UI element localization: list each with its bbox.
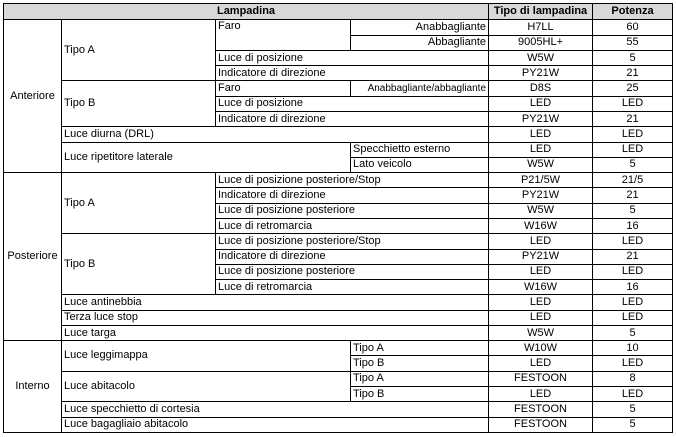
table-row bbox=[4, 142, 673, 157]
bulb-type: D8S bbox=[489, 81, 593, 96]
bulb-power: 5 bbox=[593, 50, 673, 65]
bulb-type: P21/5W bbox=[489, 173, 593, 188]
bulb-power: LED bbox=[593, 264, 673, 279]
cell-item: Luce antinebbia bbox=[62, 295, 489, 310]
cell-specchietto-esterno: Specchietto esterno bbox=[351, 142, 489, 157]
bulb-type: FESTOON bbox=[489, 402, 593, 417]
bulb-type: H7LL bbox=[489, 20, 593, 35]
bulb-type: LED bbox=[489, 295, 593, 310]
header-tipo-lampadina: Tipo di lampadina bbox=[489, 4, 593, 20]
cell-item: Luce di retromarcia bbox=[216, 218, 489, 233]
bulb-type: LED bbox=[489, 310, 593, 325]
bulb-power: 5 bbox=[593, 325, 673, 340]
cell-tipo: Tipo B bbox=[351, 387, 489, 402]
cell-item: Luce leggimappa bbox=[62, 341, 351, 372]
table-row bbox=[4, 20, 673, 35]
bulb-power: 25 bbox=[593, 81, 673, 96]
bulb-type: LED bbox=[489, 127, 593, 142]
cell-lato-veicolo: Lato veicolo bbox=[351, 157, 489, 172]
cell-item: Luce di posizione posteriore/Stop bbox=[216, 234, 489, 249]
cell-anabbagliante-abbagliante: Anabbagliante/abbagliante bbox=[351, 81, 489, 96]
table-row bbox=[4, 371, 673, 386]
cell-tipo: Tipo B bbox=[351, 356, 489, 371]
bulb-power: 5 bbox=[593, 417, 673, 432]
cell-faro: Faro bbox=[216, 20, 351, 51]
bulb-power: 21 bbox=[593, 188, 673, 203]
bulb-power: 10 bbox=[593, 341, 673, 356]
cell-item: Indicatore di direzione bbox=[216, 111, 489, 126]
cell-item: Luce targa bbox=[62, 325, 489, 340]
cell-abbagliante: Abbagliante bbox=[351, 35, 489, 50]
subgroup-tipo-b: Tipo B bbox=[62, 234, 216, 295]
table-row bbox=[4, 173, 673, 188]
bulb-type: LED bbox=[489, 234, 593, 249]
bulb-type: LED bbox=[489, 356, 593, 371]
subgroup-tipo-b: Tipo B bbox=[62, 81, 216, 127]
bulb-type: W16W bbox=[489, 218, 593, 233]
bulb-power: 16 bbox=[593, 280, 673, 295]
bulb-power: 55 bbox=[593, 35, 673, 50]
bulb-type: PY21W bbox=[489, 111, 593, 126]
cell-item: Indicatore di direzione bbox=[216, 188, 489, 203]
cell-item: Luce bagagliaio abitacolo bbox=[62, 417, 489, 432]
bulb-power: LED bbox=[593, 295, 673, 310]
bulb-power: LED bbox=[593, 387, 673, 402]
cell-item: Luce di posizione posteriore bbox=[216, 203, 489, 218]
table-row bbox=[4, 295, 673, 310]
cell-item: Indicatore di direzione bbox=[216, 249, 489, 264]
bulb-type: W5W bbox=[489, 325, 593, 340]
bulb-power: 21 bbox=[593, 66, 673, 81]
bulb-type: LED bbox=[489, 387, 593, 402]
bulb-type: PY21W bbox=[489, 66, 593, 81]
table-row bbox=[4, 417, 673, 432]
bulb-type: LED bbox=[489, 96, 593, 111]
table-row bbox=[4, 310, 673, 325]
bulb-power: 8 bbox=[593, 371, 673, 386]
header-row bbox=[4, 4, 673, 20]
header-lampadina: Lampadina bbox=[4, 4, 489, 20]
bulb-power: LED bbox=[593, 96, 673, 111]
cell-item: Luce abitacolo bbox=[62, 371, 351, 402]
bulb-power: LED bbox=[593, 356, 673, 371]
subgroup-tipo-a: Tipo A bbox=[62, 173, 216, 234]
bulb-type: W5W bbox=[489, 157, 593, 172]
cell-anabbagliante: Anabbagliante bbox=[351, 20, 489, 35]
bulb-type: LED bbox=[489, 142, 593, 157]
bulb-type: FESTOON bbox=[489, 417, 593, 432]
bulb-type: PY21W bbox=[489, 249, 593, 264]
table-row bbox=[4, 127, 673, 142]
cell-item: Luce di posizione bbox=[216, 96, 489, 111]
cell-item: Indicatore di direzione bbox=[216, 66, 489, 81]
group-posteriore: Posteriore bbox=[4, 173, 62, 341]
bulb-specification-table bbox=[3, 3, 673, 433]
cell-item: Terza luce stop bbox=[62, 310, 489, 325]
bulb-type: W10W bbox=[489, 341, 593, 356]
cell-item: Luce diurna (DRL) bbox=[62, 127, 489, 142]
bulb-power: 5 bbox=[593, 203, 673, 218]
header-potenza: Potenza bbox=[593, 4, 673, 20]
cell-tipo: Tipo A bbox=[351, 341, 489, 356]
bulb-power: LED bbox=[593, 310, 673, 325]
bulb-type: 9005HL+ bbox=[489, 35, 593, 50]
table-row bbox=[4, 402, 673, 417]
table-row bbox=[4, 234, 673, 249]
bulb-power: LED bbox=[593, 127, 673, 142]
cell-item: Luce di posizione posteriore/Stop bbox=[216, 173, 489, 188]
bulb-power: 21 bbox=[593, 249, 673, 264]
bulb-type: W5W bbox=[489, 203, 593, 218]
bulb-power: LED bbox=[593, 234, 673, 249]
bulb-type: PY21W bbox=[489, 188, 593, 203]
bulb-type: FESTOON bbox=[489, 371, 593, 386]
table-row bbox=[4, 325, 673, 340]
cell-tipo: Tipo A bbox=[351, 371, 489, 386]
bulb-power: LED bbox=[593, 142, 673, 157]
group-interno: Interno bbox=[4, 341, 62, 433]
bulb-power: 5 bbox=[593, 402, 673, 417]
bulb-power: 21/5 bbox=[593, 173, 673, 188]
cell-faro: Faro bbox=[216, 81, 351, 96]
cell-item: Luce specchietto di cortesia bbox=[62, 402, 489, 417]
subgroup-tipo-a: Tipo A bbox=[62, 20, 216, 81]
bulb-type: LED bbox=[489, 264, 593, 279]
bulb-power: 5 bbox=[593, 157, 673, 172]
cell-item: Luce di posizione bbox=[216, 50, 489, 65]
cell-item: Luce di retromarcia bbox=[216, 280, 489, 295]
bulb-type: W5W bbox=[489, 50, 593, 65]
bulb-type: W16W bbox=[489, 280, 593, 295]
cell-item: Luce ripetitore laterale bbox=[62, 142, 351, 173]
bulb-power: 16 bbox=[593, 218, 673, 233]
group-anteriore: Anteriore bbox=[4, 20, 62, 173]
cell-item: Luce di posizione posteriore bbox=[216, 264, 489, 279]
table-row bbox=[4, 81, 673, 96]
bulb-power: 60 bbox=[593, 20, 673, 35]
table-row bbox=[4, 341, 673, 356]
bulb-power: 21 bbox=[593, 111, 673, 126]
